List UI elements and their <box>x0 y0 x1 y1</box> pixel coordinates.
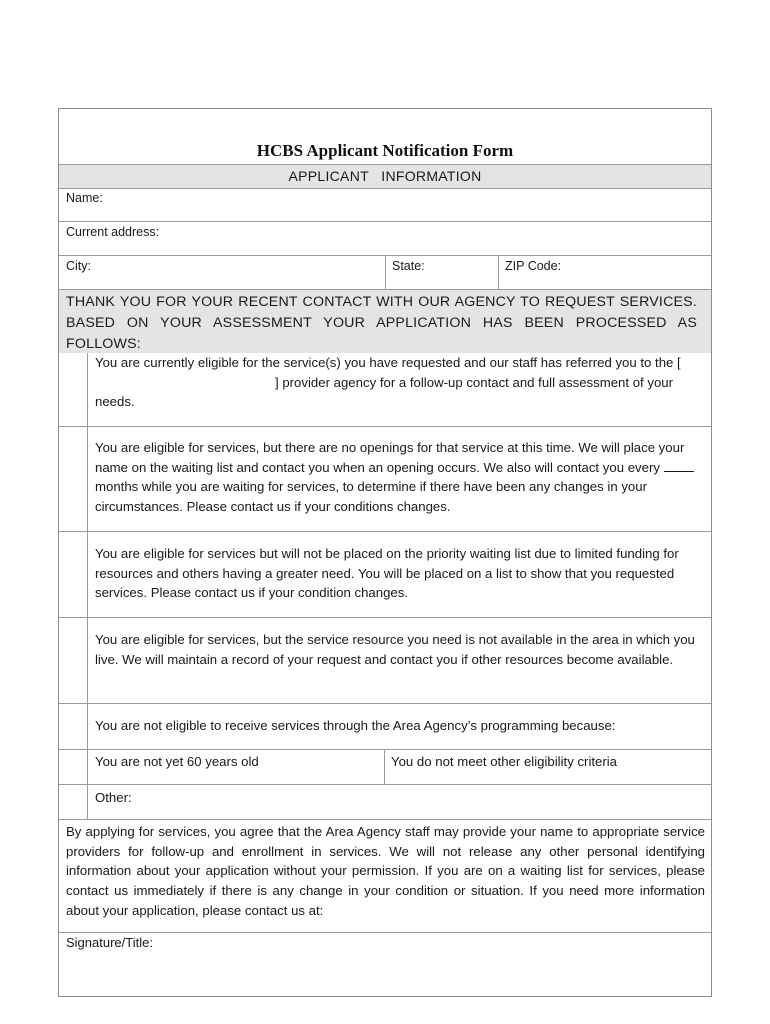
checkbox-column-divider <box>87 427 88 531</box>
reason-not-60-text: You are not yet 60 years old <box>95 754 259 769</box>
form-title: HCBS Applicant Notification Form <box>256 141 514 160</box>
checkbox-column-divider <box>87 353 88 426</box>
processing-notice-banner <box>59 289 711 353</box>
reasons-divider <box>384 750 385 784</box>
signature-field[interactable] <box>59 932 711 996</box>
consent-statement-row <box>59 819 711 932</box>
option-not-eligible-text: You are not eligible to receive services through the Area Agency’s programming because: <box>95 718 616 733</box>
checkbox-column-divider <box>87 750 88 784</box>
option-referred-text-part1: You are currently eligible for the service(s) you have requested and our staff has referred you to the [ <box>95 355 681 370</box>
name-label: Name: <box>66 191 103 205</box>
name-field[interactable] <box>59 188 711 221</box>
option-not-eligible-checkbox[interactable] <box>59 704 77 749</box>
option-limited-funding-checkbox[interactable] <box>59 532 77 617</box>
option-not-available-checkbox[interactable] <box>59 618 77 703</box>
zip-code-label: ZIP Code: <box>505 259 562 273</box>
option-not-available-row <box>59 617 711 703</box>
option-other-checkbox[interactable] <box>59 785 77 819</box>
checkbox-column-divider <box>87 618 88 703</box>
checkbox-column-divider <box>87 785 88 819</box>
option-waiting-list-checkbox[interactable] <box>59 427 77 531</box>
option-waiting-list-row <box>59 426 711 531</box>
city-state-divider <box>385 256 386 289</box>
applicant-information-header <box>59 164 711 188</box>
consent-statement-text: By applying for services, you agree that the Area Agency staff may provide your name to appropriate service providers for follow-up and enrollment in services. We will not release any other personal identifying information about your application without your permission. If you are on a waiting list for services, please contact us immediately if there is any change in your condition or situation. If you need more information about your application, please contact us at: <box>66 824 705 918</box>
option-limited-funding-row <box>59 531 711 617</box>
option-referred-text-part2: ] provider agency for a follow-up contact and full assessment of your needs. <box>95 374 674 409</box>
option-limited-funding-text: You are eligible for services but will not be placed on the priority waiting list due to limited funding for resources and others having a greater need. You will be placed on a list to show that you requested services. Please contact us if your condition changes. <box>95 546 679 600</box>
option-other-label: Other: <box>95 790 132 805</box>
hcbs-notification-form <box>58 108 712 997</box>
option-waiting-list-text-part2: months while you are waiting for services, to determine if there have been any changes in your circumstances. Please contact us if your conditions changes. <box>95 479 647 514</box>
checkbox-column-divider <box>87 532 88 617</box>
not-eligible-reason-checkbox[interactable] <box>59 750 77 784</box>
option-other-row <box>59 784 711 819</box>
current-address-field[interactable] <box>59 221 711 255</box>
option-not-available-text: You are eligible for services, but the service resource you need is not available in the area in which you live. We will maintain a record of your request and contact you if other resources become available. <box>95 632 695 667</box>
option-referred-checkbox[interactable] <box>59 353 77 426</box>
state-zip-divider <box>498 256 499 289</box>
processing-notice-text: THANK YOU FOR YOUR RECENT CONTACT WITH OUR AGENCY TO REQUEST SERVICES. BASED ON YOUR ASSESSMENT YOUR APPLICATION HAS BEEN PROCESSED AS FOLLOWS: <box>66 294 697 352</box>
option-waiting-list-text <box>95 438 697 516</box>
not-eligible-reasons-row <box>59 749 711 784</box>
section-header-text: APPLICANT INFORMATION <box>288 168 482 184</box>
state-label: State: <box>392 259 425 273</box>
current-address-label: Current address: <box>66 225 160 239</box>
reason-other-criteria-text: You do not meet other eligibility criteria <box>391 754 618 769</box>
checkbox-column-divider <box>87 704 88 749</box>
option-referred-row <box>59 353 711 426</box>
months-blank[interactable] <box>664 460 694 472</box>
city-label: City: <box>66 259 91 273</box>
signature-title-label: Signature/Title: <box>66 935 153 950</box>
form-title-row <box>59 109 711 164</box>
city-state-zip-row <box>59 255 711 289</box>
option-not-eligible-row <box>59 703 711 749</box>
option-referred-text <box>95 353 697 412</box>
option-waiting-list-text-part1: You are eligible for services, but there are no openings for that service at this time. We will place your name on the waiting list and contact you when an opening occurs. We also will contact you every <box>95 440 685 475</box>
